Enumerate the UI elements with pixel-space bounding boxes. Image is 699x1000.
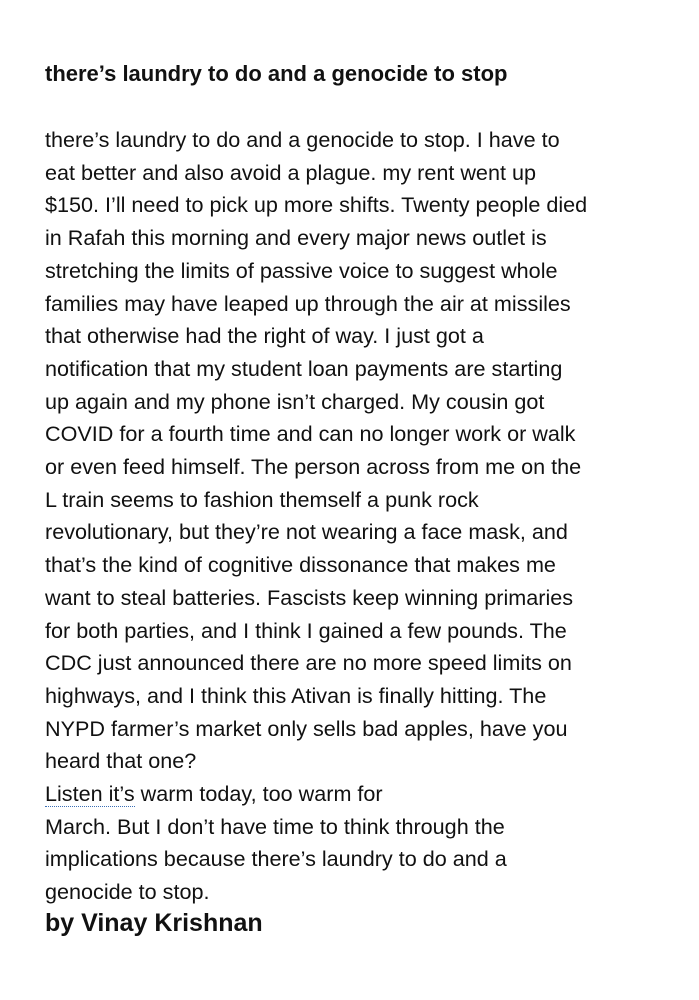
poem-line: implications because there’s laundry to do and a <box>45 846 507 872</box>
poem-line: revolutionary, but they’re not wearing a face mask, and <box>45 519 568 545</box>
poem-line: up again and my phone isn’t charged. My cousin got <box>45 388 545 414</box>
poem-line: March. But I don’t have time to think through the <box>45 813 505 839</box>
poem-line-rest: warm today, too warm for <box>134 781 383 807</box>
poem-line: highways, and I think this Ativan is finally hitting. The <box>45 682 547 708</box>
poem-line: for both parties, and I think I gained a few pounds. The <box>45 617 567 643</box>
poem-line: families may have leaped up through the air at missiles <box>45 290 571 316</box>
poem-line: there’s laundry to do and a genocide to stop. I have to <box>45 127 560 152</box>
poem-line: L train seems to fashion themself a punk rock <box>45 486 479 512</box>
author-byline: by Vinay Krishnan <box>45 909 263 937</box>
poem-line: eat better and also avoid a plague. my rent went up <box>45 159 536 185</box>
poem-line: COVID for a fourth time and can no longer work or walk <box>45 421 576 447</box>
poem-line: want to steal batteries. Fascists keep winning primaries <box>45 584 574 610</box>
poem-line: notification that my student loan payments are starting <box>45 355 563 381</box>
poem-line: that’s the kind of cognitive dissonance that makes me <box>45 552 556 578</box>
poem-line: genocide to stop. <box>45 879 210 905</box>
poem-line-with-link <box>45 778 665 811</box>
poem-line: CDC just announced there are no more speed limits on <box>45 650 572 676</box>
listen-link[interactable]: Listen it’s <box>45 781 135 807</box>
poem-body <box>45 124 665 909</box>
poem-line: NYPD farmer’s market only sells bad apples, have you <box>45 715 568 741</box>
poem-line: or even feed himself. The person across from me on the <box>45 454 582 480</box>
poem-line: stretching the limits of passive voice to suggest whole <box>45 257 558 283</box>
poem-line: in Rafah this morning and every major news outlet is <box>45 225 547 251</box>
poem-title: there’s laundry to do and a genocide to stop <box>45 61 508 86</box>
poem-line: $150. I’ll need to pick up more shifts. Twenty people died <box>45 192 588 218</box>
poem-line: heard that one? <box>45 748 197 774</box>
poem-line: that otherwise had the right of way. I just got a <box>45 323 484 349</box>
